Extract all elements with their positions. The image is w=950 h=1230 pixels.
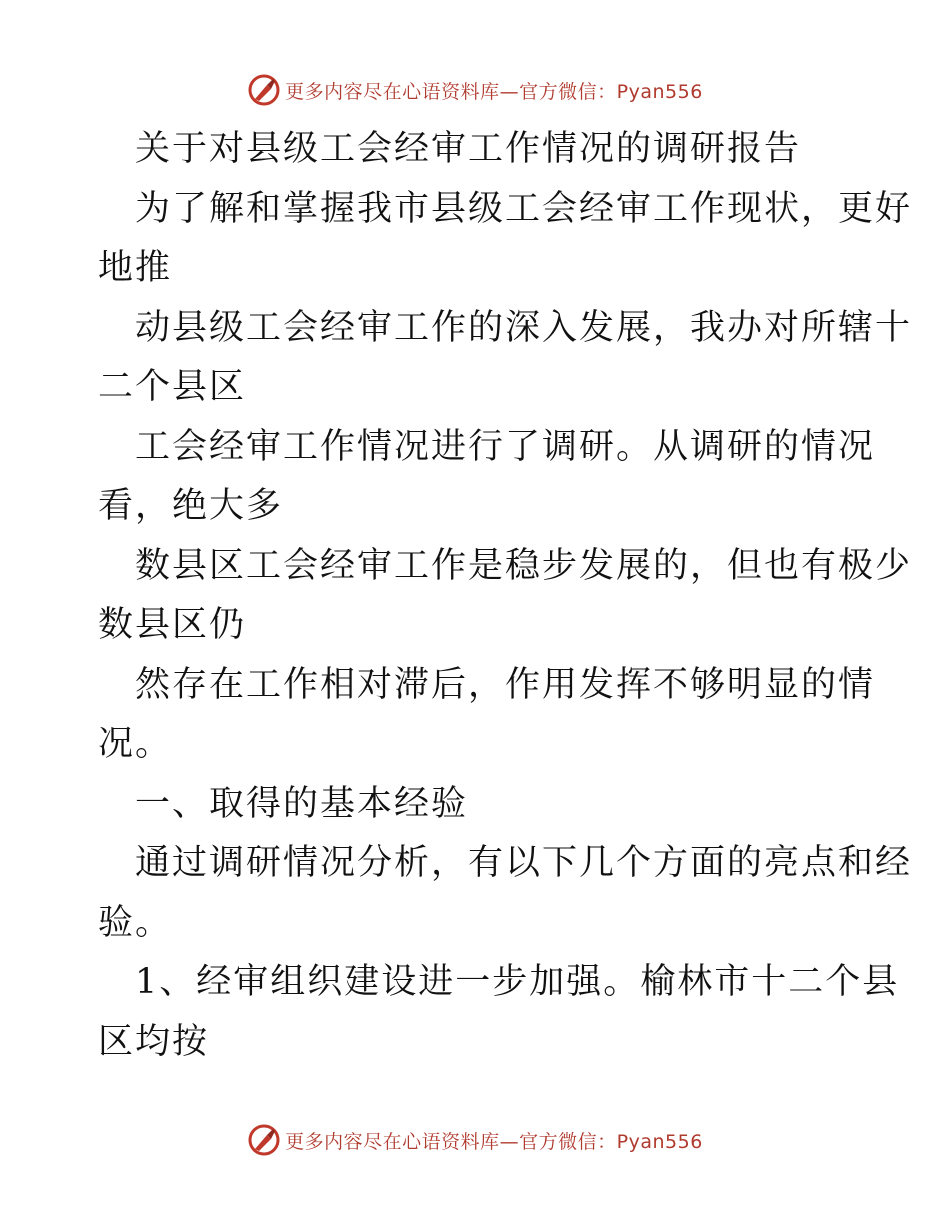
paragraph-line: 看，绝大多 bbox=[98, 486, 284, 526]
section-heading: 一、取得的基本经验 bbox=[135, 783, 469, 824]
paragraph-line: 二个县区 bbox=[98, 367, 247, 407]
paragraph-line: 1、经审组织建设进一步加强。榆林市十二个县 bbox=[135, 962, 900, 1002]
paragraph-line: 通过调研情况分析，有以下几个方面的亮点和经 bbox=[135, 843, 913, 883]
pen-logo-icon bbox=[247, 73, 281, 107]
paragraph-line: 数县区仍 bbox=[98, 605, 247, 645]
paragraph-line: 区均按 bbox=[98, 1021, 210, 1062]
document-body bbox=[98, 120, 913, 1072]
paragraph-line: 地推 bbox=[98, 248, 173, 288]
footer-banner-text: 更多内容尽在心语资料库—官方微信：Pyan556 bbox=[285, 1130, 703, 1153]
header-banner-text: 更多内容尽在心语资料库—官方微信：Pyan556 bbox=[285, 80, 703, 103]
paragraph-line: 工会经审工作情况进行了调研。从调研的情况 bbox=[135, 426, 876, 467]
footer-banner bbox=[0, 1120, 950, 1160]
paragraph-line: 数县区工会经审工作是稳步发展的，但也有极少 bbox=[135, 545, 913, 586]
paragraph-line: 况。 bbox=[98, 724, 173, 764]
paragraph-line: 为了解和掌握我市县级工会经审工作现状，更好 bbox=[135, 188, 913, 229]
pen-logo-icon bbox=[247, 1123, 281, 1157]
paragraph-line: 验。 bbox=[98, 902, 173, 943]
header-banner bbox=[0, 70, 950, 110]
paragraph-line: 然存在工作相对滞后，作用发挥不够明显的情 bbox=[135, 664, 876, 705]
paragraph-line: 动县级工会经审工作的深入发展，我办对所辖十 bbox=[135, 307, 913, 348]
document-title: 关于对县级工会经审工作情况的调研报告 bbox=[135, 129, 802, 169]
